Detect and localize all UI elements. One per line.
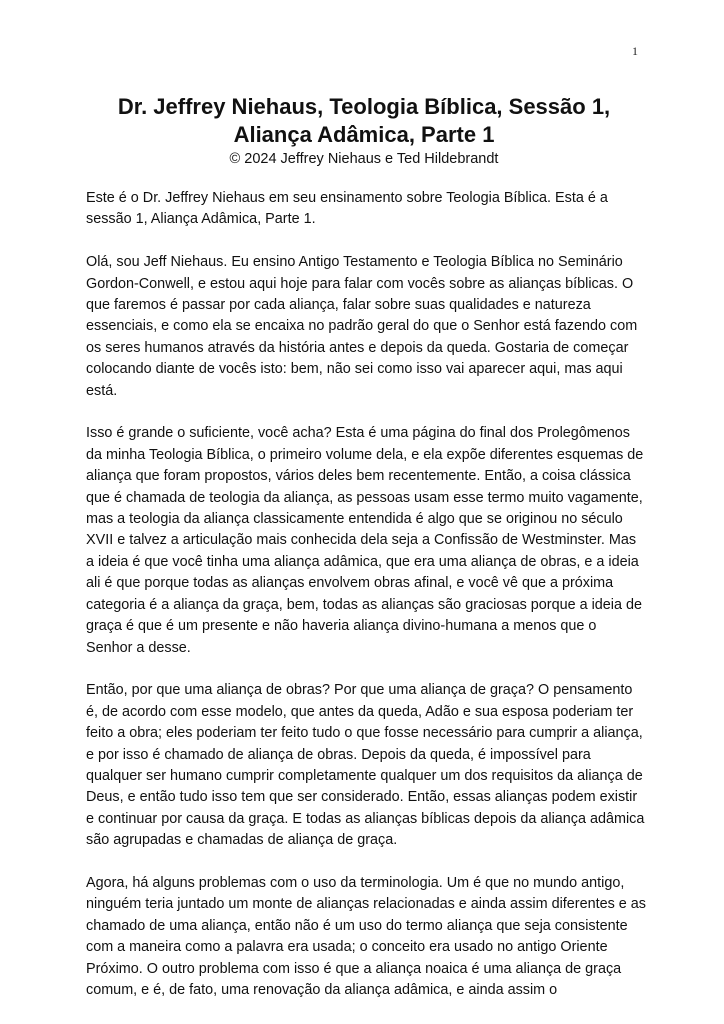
paragraph-works-and-grace: Então, por que uma aliança de obras? Por que uma aliança de graça? O pensamento é, de acordo com esse modelo, que antes da queda, Adão e sua esposa poderiam ter feito a obra; eles poderiam ter feito tudo o que fosse necessário para cumprir a aliança, e por isso é chamado de aliança de obras. Depois da queda, é impossível para qualquer ser humano cumprir completamente qualquer um dos requisitos da aliança de Deus, e então tudo isso tem que ser considerado. Então, essas alianças podem existir e continuar por causa da graça. E todas as alianças bíblicas depois da aliança adâmica são agrupadas e chamadas de aliança de graça.	[86, 682, 645, 849]
page-number: 1	[632, 44, 638, 58]
document-title-line-1: Dr. Jeffrey Niehaus, Teologia Bíblica, Sessão 1,	[117, 94, 611, 119]
paragraph-intro: Este é o Dr. Jeffrey Niehaus em seu ensinamento sobre Teologia Bíblica. Esta é a sessão 1, Aliança Adâmica, Parte 1.	[86, 190, 608, 228]
paragraph-covenant-theology: Isso é grande o suficiente, você acha? Esta é uma página do final dos Prolegômenos da minha Teologia Bíblica, o primeiro volume dela, e ela expõe diferentes esquemas de aliança que foram propostos, vários deles bem recentemente. Então, a coisa clássica que é chamada de teologia da aliança, as pessoas usam esse termo muito vagamente, mas a teologia da aliança classicamente entendida é algo que se originou no século XVII e talvez a articulação mais conhecida dela seja a Confissão de Westminster. Mas a ideia é que você tinha uma aliança adâmica, que era uma aliança de obras, e a ideia ali é que porque todas as alianças envolvem obras afinal, e você vê que a próxima categoria é a aliança da graça, bem, todas as alianças são graciosas porque a ideia de graça é que é um presente e não haveria aliança divino-humana a menos que o Senhor a desse.	[86, 425, 644, 656]
document-title-line-2: Aliança Adâmica, Parte 1	[233, 122, 495, 147]
document-body	[86, 188, 646, 1023]
paragraph-greeting: Olá, sou Jeff Niehaus. Eu ensino Antigo Testamento e Teologia Bíblica no Seminário Gordon-Conwell, e estou aqui hoje para falar com vocês sobre as alianças bíblicas. O que faremos é passar por cada aliança, falar sobre suas qualidades e natureza essenciais, e como ela se encaixa no padrão geral do que o Senhor está fazendo com os seres humanos através da história antes e depois da queda. Gostaria de começar colocando diante de vocês isto: bem, não sei como isso vai aparecer aqui, mas aqui está.	[86, 254, 638, 399]
paragraph-terminology-problems: Agora, há alguns problemas com o uso da terminologia. Um é que no mundo antigo, ninguém teria juntado um monte de alianças relacionadas e ainda assim diferentes e as chamado de uma aliança, então não é um uso do termo aliança que seja consistente com a maneira como a palavra era usada; o conceito era usado no antigo Oriente Próximo. O outro problema com isso é que a aliança noaica é uma aliança de graça comum, e é, de fato, uma renovação da aliança adâmica, e ainda assim o	[86, 874, 646, 998]
document-header	[86, 93, 642, 168]
copyright-notice: © 2024 Jeffrey Niehaus e Ted Hildebrandt	[229, 151, 499, 167]
